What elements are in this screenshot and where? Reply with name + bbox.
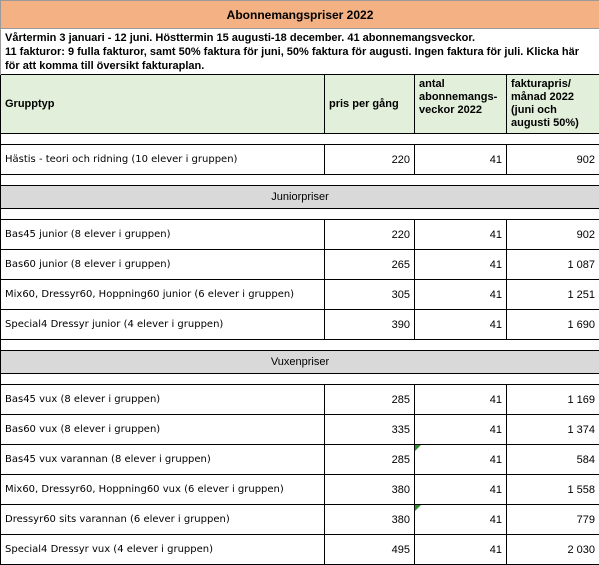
table-row: [1, 280, 599, 310]
cell-price[interactable]: 220: [325, 145, 415, 175]
cell-price[interactable]: 380: [325, 475, 415, 505]
cell-group[interactable]: Special4 Dressyr vux (4 elever i gruppen): [1, 535, 325, 565]
cell-monthly[interactable]: 1 169: [507, 385, 599, 415]
cell-group[interactable]: Special4 Dressyr junior (4 elever i gruppen): [1, 310, 325, 340]
cell-weeks[interactable]: 41: [415, 250, 507, 280]
cell-weeks[interactable]: 41: [415, 280, 507, 310]
cell-weeks[interactable]: 41: [415, 220, 507, 250]
cell-weeks[interactable]: 41: [415, 385, 507, 415]
table-row: [1, 445, 599, 475]
table-row: [1, 385, 599, 415]
cell-weeks[interactable]: 41: [415, 445, 507, 475]
cell-group[interactable]: Mix60, Dressyr60, Hoppning60 junior (6 elever i gruppen): [1, 280, 325, 310]
header-row: [1, 75, 599, 134]
title-row: [1, 1, 599, 29]
section-title-vuxen[interactable]: Vuxenpriser: [1, 351, 599, 374]
section-row-junior: [1, 186, 599, 209]
cell-weeks[interactable]: 41: [415, 310, 507, 340]
cell-weeks[interactable]: 41: [415, 535, 507, 565]
spacer-row: [1, 374, 599, 385]
cell-monthly[interactable]: 779: [507, 505, 599, 535]
cell-price[interactable]: 390: [325, 310, 415, 340]
table-row: [1, 220, 599, 250]
cell-group[interactable]: Bas45 junior (8 elever i gruppen): [1, 220, 325, 250]
info-cell[interactable]: [1, 29, 599, 75]
cell-monthly[interactable]: 902: [507, 220, 599, 250]
cell-price[interactable]: 220: [325, 220, 415, 250]
cell-weeks[interactable]: 41: [415, 505, 507, 535]
table-row: [1, 535, 599, 565]
spacer-row: [1, 340, 599, 351]
section-title-junior[interactable]: Juniorpriser: [1, 186, 599, 209]
cell-monthly[interactable]: 584: [507, 445, 599, 475]
cell-monthly[interactable]: 1 087: [507, 250, 599, 280]
cell-group[interactable]: Bas45 vux (8 elever i gruppen): [1, 385, 325, 415]
info-line-2-link[interactable]: 11 fakturor: 9 fulla fakturor, samt 50% faktura för juni, 50% faktura för augusti. Ingen faktura för juli. Klicka här för att komma till översikt fakturaplan.: [5, 45, 595, 73]
spacer-row: [1, 134, 599, 145]
cell-group[interactable]: Dressyr60 sits varannan (6 elever i gruppen): [1, 505, 325, 535]
cell-group[interactable]: Mix60, Dressyr60, Hoppning60 vux (6 elever i gruppen): [1, 475, 325, 505]
header-price[interactable]: pris per gång: [325, 75, 415, 134]
header-grupptyp[interactable]: Grupptyp: [1, 75, 325, 134]
spacer-row: [1, 209, 599, 220]
cell-price[interactable]: 285: [325, 385, 415, 415]
table-row: [1, 145, 599, 175]
cell-group[interactable]: Bas60 vux (8 elever i gruppen): [1, 415, 325, 445]
section-row-vuxen: [1, 351, 599, 374]
cell-monthly[interactable]: 1 251: [507, 280, 599, 310]
cell-price[interactable]: 335: [325, 415, 415, 445]
cell-weeks[interactable]: 41: [415, 415, 507, 445]
cell-monthly[interactable]: 1 558: [507, 475, 599, 505]
table-row: [1, 250, 599, 280]
cell-price[interactable]: 285: [325, 445, 415, 475]
cell-monthly[interactable]: 902: [507, 145, 599, 175]
cell-price[interactable]: 305: [325, 280, 415, 310]
spacer-row: [1, 175, 599, 186]
info-line-1: Vårtermin 3 januari - 12 juni. Hösttermin 15 augusti-18 december. 41 abonnemangsveckor.: [5, 31, 595, 45]
table-row: [1, 310, 599, 340]
table-row: [1, 505, 599, 535]
header-monthly[interactable]: fakturapris/ månad 2022 (juni och augusti 50%): [507, 75, 599, 134]
table-row: [1, 475, 599, 505]
cell-price[interactable]: 495: [325, 535, 415, 565]
cell-monthly[interactable]: 1 374: [507, 415, 599, 445]
cell-weeks[interactable]: 41: [415, 475, 507, 505]
header-weeks[interactable]: antal abonnemangs-veckor 2022: [415, 75, 507, 134]
cell-price[interactable]: 265: [325, 250, 415, 280]
info-row: [1, 29, 599, 75]
table-title[interactable]: Abonnemangspriser 2022: [1, 1, 599, 29]
cell-weeks[interactable]: 41: [415, 145, 507, 175]
cell-group[interactable]: Bas60 junior (8 elever i gruppen): [1, 250, 325, 280]
cell-monthly[interactable]: 2 030: [507, 535, 599, 565]
cell-price[interactable]: 380: [325, 505, 415, 535]
cell-group[interactable]: Hästis - teori och ridning (10 elever i gruppen): [1, 145, 325, 175]
table-row: [1, 415, 599, 445]
cell-group[interactable]: Bas45 vux varannan (8 elever i gruppen): [1, 445, 325, 475]
cell-monthly[interactable]: 1 690: [507, 310, 599, 340]
